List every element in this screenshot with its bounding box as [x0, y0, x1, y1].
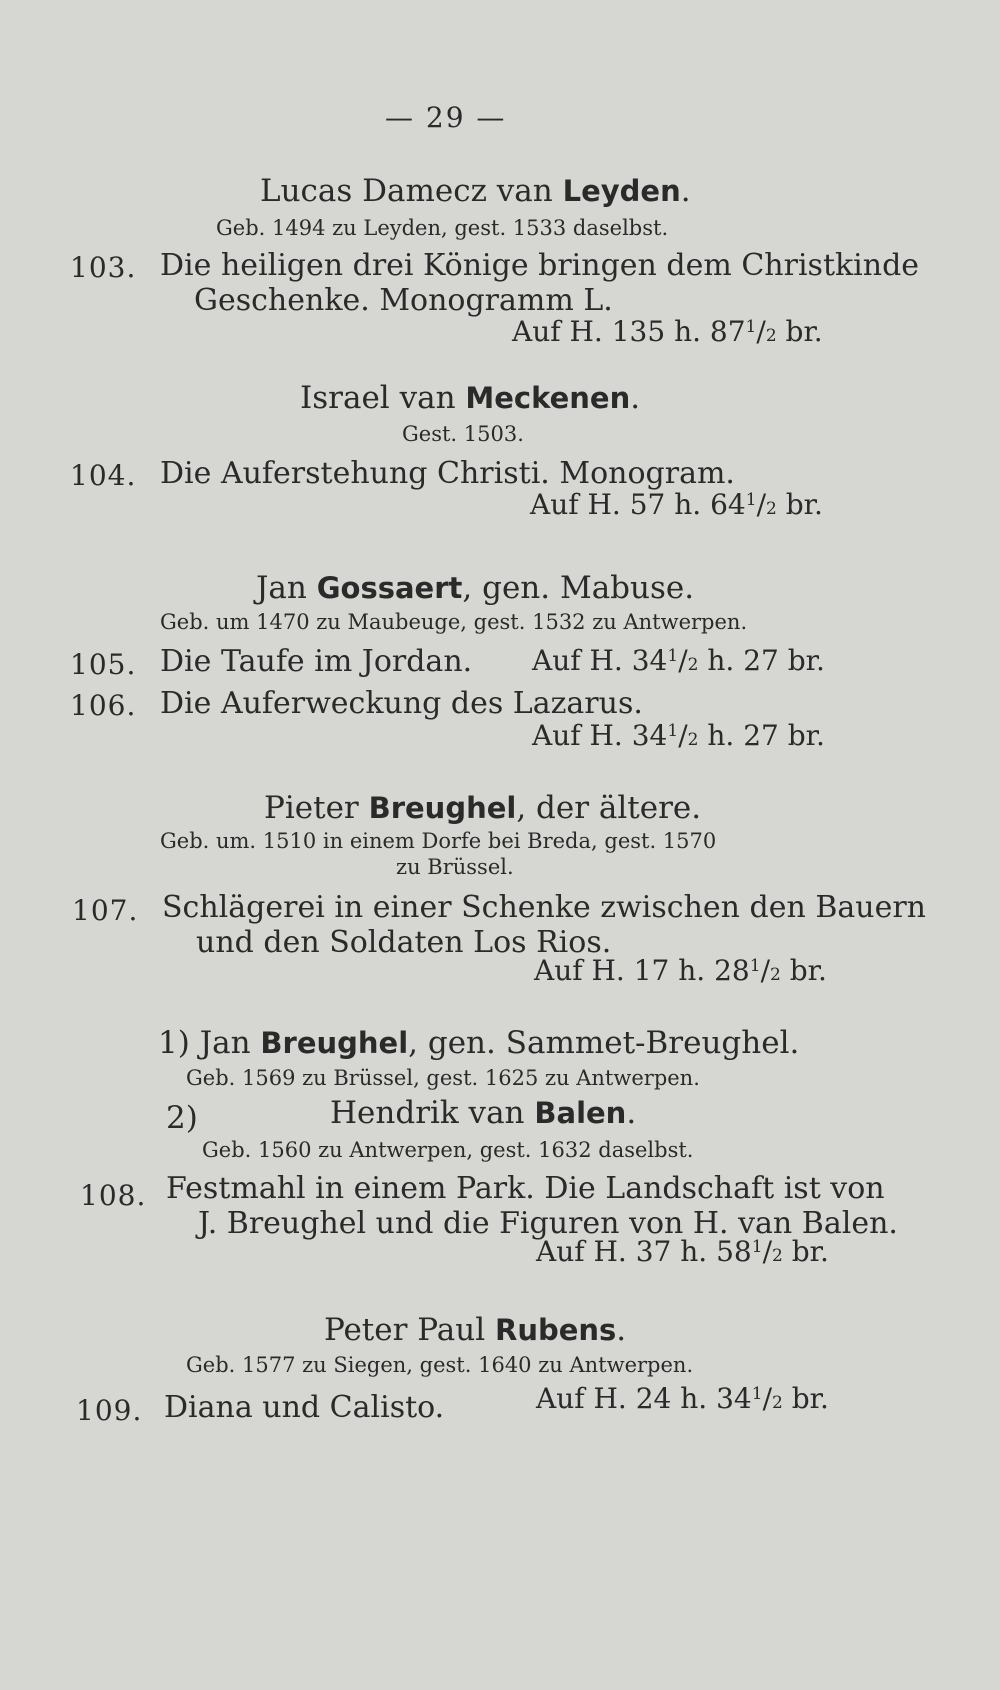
artist-heading: 2): [166, 1100, 198, 1136]
artist-bio: Gest. 1503.: [402, 422, 524, 446]
artist-bio: Geb. 1560 zu Antwerpen, gest. 1632 daselbst.: [202, 1138, 694, 1162]
entry-title: Die Auferstehung Christi. Monogram.: [160, 456, 735, 491]
entry-title: Die Auferweckung des Lazarus.: [160, 686, 643, 721]
entry-measurements: Auf H. 37 h. $58^1/2$ br.: [536, 1235, 829, 1268]
entry-title: Festmahl in einem Park. Die Landschaft ist von: [166, 1171, 885, 1206]
entry-title-continued: und den Soldaten Los Rios.: [196, 925, 612, 960]
artist-bio: Geb. 1569 zu Brüssel, gest. 1625 zu Antwerpen.: [186, 1066, 700, 1090]
artist-bio: Geb. um 1470 zu Maubeuge, gest. 1532 zu Antwerpen.: [160, 610, 748, 634]
artist-bio: Geb. 1494 zu Leyden, gest. 1533 daselbst.: [216, 216, 669, 240]
entry-number: 105.: [70, 648, 137, 681]
artist-bio: Geb. 1577 zu Siegen, gest. 1640 zu Antwerpen.: [186, 1353, 694, 1377]
artist-heading: Jan Gossaert, gen. Mabuse.: [256, 570, 695, 606]
entry-title: Die heiligen drei Könige bringen dem Christkinde: [160, 248, 920, 283]
entry-measurements: Auf H. 17 h. $28^1/2$ br.: [534, 954, 827, 987]
entry-number: 106.: [70, 689, 137, 722]
entry-measurements: Auf H. 57 h. $64^1/2$ br.: [530, 488, 823, 521]
entry-measurements: Auf H. 24 h. $34^1/2$ br.: [536, 1382, 829, 1415]
artist-heading: Pieter Breughel, der ältere.: [264, 790, 702, 826]
artist-bio: Geb. um. 1510 in einem Dorfe bei Breda, gest. 1570: [160, 829, 717, 853]
entry-measurements: Auf H. 135 h. $87^1/2$ br.: [512, 315, 823, 348]
page-number: — 29 —: [385, 101, 507, 134]
artist-bio-continued: zu Brüssel.: [396, 855, 514, 879]
entry-number: 103.: [70, 251, 137, 284]
artist-heading: Peter Paul Rubens.: [324, 1312, 627, 1348]
entry-number: 109.: [76, 1394, 143, 1427]
artist-heading: Hendrik van Balen.: [330, 1095, 637, 1131]
entry-number: 107.: [72, 894, 139, 927]
entry-title-continued: Geschenke. Monogramm L.: [194, 283, 613, 318]
entry-title: Schlägerei in einer Schenke zwischen den Bauern: [162, 890, 927, 925]
entry-number: 108.: [80, 1179, 147, 1212]
artist-heading: 1) Jan Breughel, gen. Sammet-Breughel.: [158, 1025, 800, 1061]
entry-measurements: Auf H. $34^1/2$ h. 27 br.: [532, 644, 825, 677]
entry-measurements: Auf H. $34^1/2$ h. 27 br.: [532, 719, 825, 752]
entry-title-continued: J. Breughel und die Figuren von H. van Balen.: [198, 1206, 898, 1241]
artist-heading: Lucas Damecz van Leyden.: [260, 173, 691, 209]
entry-title: Die Taufe im Jordan.: [160, 644, 473, 679]
artist-heading: Israel van Meckenen.: [300, 380, 641, 416]
entry-title: Diana und Calisto.: [164, 1390, 445, 1425]
entry-number: 104.: [70, 459, 137, 492]
